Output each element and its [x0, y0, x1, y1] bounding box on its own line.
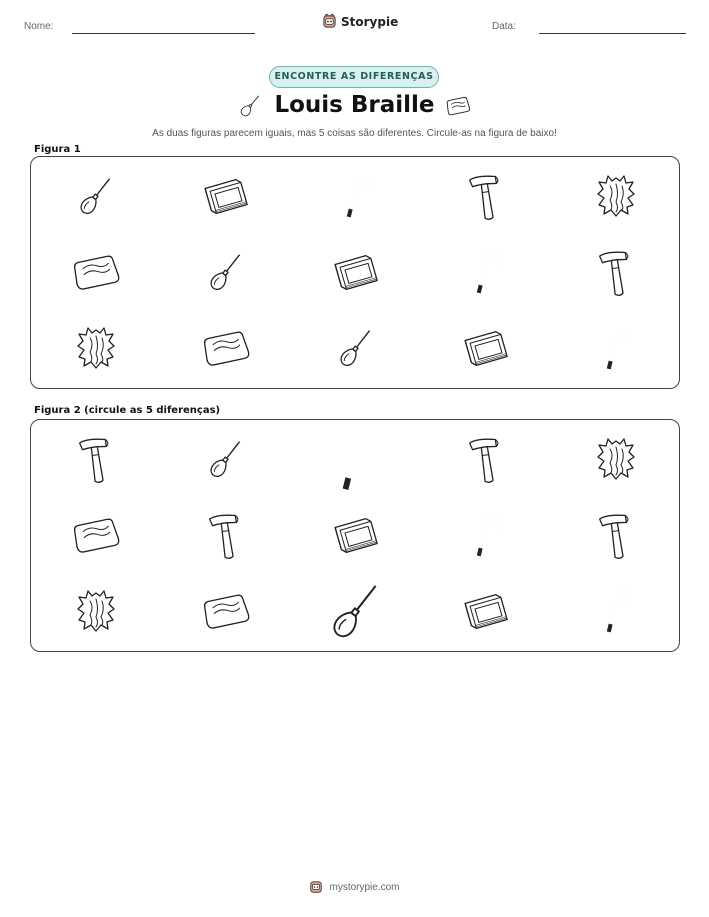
- figure-2-item-1-2[interactable]: [161, 420, 291, 498]
- figure-1-item-1-4: [421, 157, 551, 235]
- brand-logo: [322, 14, 398, 29]
- cane-icon: [456, 237, 516, 307]
- figure-2-label: Figura 2 (circule as 5 diferenças): [34, 405, 221, 416]
- slate-icon: [196, 313, 256, 383]
- figure-2-item-1-1[interactable]: [31, 420, 161, 498]
- date-line[interactable]: [539, 33, 686, 34]
- instructions-text: As duas figuras parecem iguais, mas 5 coisas são diferentes. Circule-as na figura de baixo!: [152, 128, 557, 139]
- footer: [0, 880, 709, 894]
- page-title: Louis Braille: [274, 92, 435, 118]
- book-icon: [326, 237, 386, 307]
- slate-icon: [196, 576, 256, 646]
- book-icon: [326, 500, 386, 570]
- activity-pill: ENCONTRE AS DIFERENÇAS: [269, 66, 439, 88]
- book-icon: [456, 576, 516, 646]
- figure-1-item-1-3: [291, 157, 421, 235]
- cane-icon: [326, 161, 386, 231]
- figure-1-panel: [30, 156, 680, 389]
- name-label: Nome:: [24, 21, 54, 32]
- name-line[interactable]: [72, 33, 255, 34]
- figure-2-item-2-5[interactable]: [551, 496, 681, 574]
- figure-1-item-2-1: [31, 233, 161, 311]
- figure-1-item-3-2: [161, 309, 291, 387]
- figure-2-panel: [30, 419, 680, 652]
- figure-2-item-2-1[interactable]: [31, 496, 161, 574]
- figure-1-item-3-4: [421, 309, 551, 387]
- hammer-icon: [586, 500, 646, 570]
- awl-icon: [326, 313, 386, 383]
- cane-icon: [326, 424, 386, 494]
- figure-2-item-3-5[interactable]: [551, 572, 681, 650]
- date-label: Data:: [492, 21, 516, 32]
- figure-2-item-3-3[interactable]: [291, 572, 421, 650]
- brand-name: Storypie: [341, 14, 399, 29]
- figure-2-item-2-4[interactable]: [421, 496, 551, 574]
- book-icon: [196, 161, 256, 231]
- figure-2-item-1-5[interactable]: [551, 420, 681, 498]
- slate-icon: [66, 237, 126, 307]
- figure-2-item-3-1[interactable]: [31, 572, 161, 650]
- figure-2-item-2-2[interactable]: [161, 496, 291, 574]
- figure-1-label: Figura 1: [34, 144, 81, 155]
- hammer-icon: [66, 424, 126, 494]
- figure-2-item-3-2[interactable]: [161, 572, 291, 650]
- figure-1-item-1-2: [161, 157, 291, 235]
- figure-2-item-2-3[interactable]: [291, 496, 421, 574]
- hammer-icon: [586, 237, 646, 307]
- figure-2-item-1-3[interactable]: [291, 420, 421, 498]
- footer-url[interactable]: mystorypie.com: [329, 881, 400, 893]
- leather-icon: [586, 161, 646, 231]
- hammer-icon: [456, 424, 516, 494]
- hammer-icon: [196, 500, 256, 570]
- leather-icon: [586, 424, 646, 494]
- awl-icon: [326, 576, 386, 646]
- cane-icon: [586, 313, 646, 383]
- figure-2-item-3-4[interactable]: [421, 572, 551, 650]
- cane-icon: [456, 500, 516, 570]
- awl-icon: [196, 237, 256, 307]
- awl-icon: [196, 424, 256, 494]
- leather-icon: [66, 576, 126, 646]
- figure-1-item-1-5: [551, 157, 681, 235]
- cane-icon: [586, 576, 646, 646]
- figure-1-item-3-5: [551, 309, 681, 387]
- figure-1-item-2-3: [291, 233, 421, 311]
- figure-1-item-3-1: [31, 309, 161, 387]
- figure-1-item-2-5: [551, 233, 681, 311]
- storypie-mascot-icon: [309, 880, 323, 894]
- awl-icon: [66, 161, 126, 231]
- figure-1-item-2-4: [421, 233, 551, 311]
- figure-2-item-1-4[interactable]: [421, 420, 551, 498]
- hammer-icon: [456, 161, 516, 231]
- leather-icon: [66, 313, 126, 383]
- book-icon: [456, 313, 516, 383]
- slate-icon: [66, 500, 126, 570]
- figure-1-item-3-3: [291, 309, 421, 387]
- storypie-mascot-icon: [322, 14, 337, 29]
- figure-1-item-2-2: [161, 233, 291, 311]
- figure-1-item-1-1: [31, 157, 161, 235]
- braille-slate-icon: [444, 94, 472, 118]
